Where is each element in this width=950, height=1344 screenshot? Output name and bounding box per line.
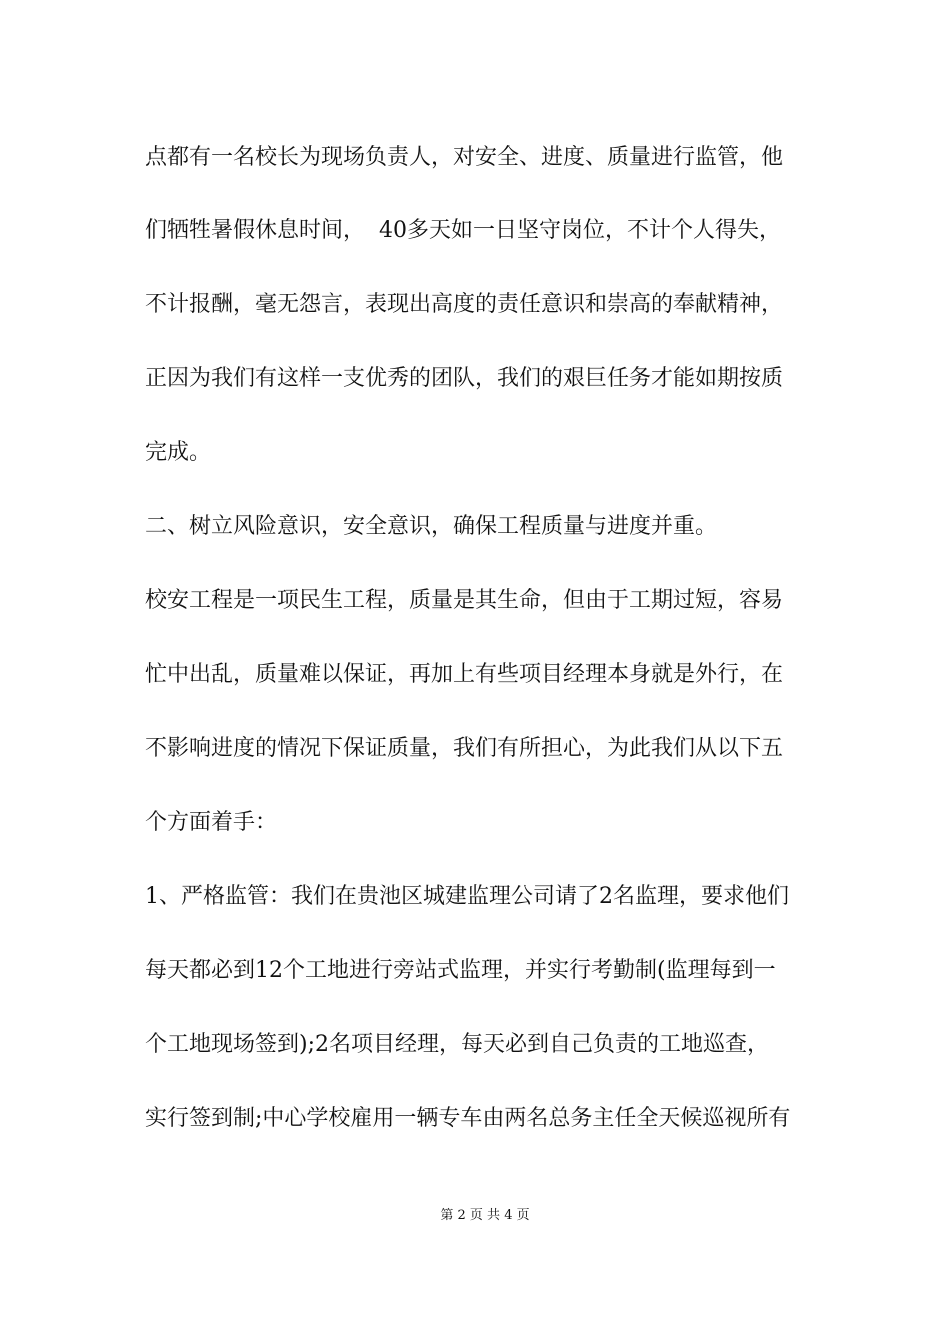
page-number-footer: 第 2 页 共 4 页 [440, 1208, 530, 1223]
body-text-line: 忙中出乱，质量难以保证，再加上有些项目经理本身就是外行，在 [145, 662, 784, 687]
body-text-line: 校安工程是一项民生工程，质量是其生命，但由于工期过短，容易 [145, 588, 784, 613]
body-text-line: 个方面着手： [145, 810, 278, 835]
section-heading: 二、树立风险意识，安全意识，确保工程质量与进度并重。 [145, 514, 718, 539]
body-text-line: 实行签到制;中心学校雇用一辆专车由两名总务主任全天候巡视所有 [145, 1106, 791, 1131]
body-text-line: 每天都必到12个工地进行旁站式监理，并实行考勤制(监理每到一 [145, 958, 776, 983]
body-text-line: 不影响进度的情况下保证质量，我们有所担心，为此我们从以下五 [145, 736, 784, 761]
body-text-line: 点都有一名校长为现场负责人，对安全、进度、质量进行监管，他 [145, 145, 784, 170]
body-text-line: 们牺牲暑假休息时间， 40多天如一日坚守岗位，不计个人得失， [145, 218, 781, 243]
body-text-line: 完成。 [145, 440, 212, 465]
body-text-line: 不计报酬，毫无怨言，表现出高度的责任意识和崇高的奉献精神， [145, 292, 784, 317]
body-text-line: 正因为我们有这样一支优秀的团队，我们的艰巨任务才能如期按质 [145, 366, 784, 391]
body-text-line: 个工地现场签到);2名项目经理，每天必到自己负责的工地巡查， [145, 1032, 769, 1057]
list-item-text: 1、严格监管：我们在贵池区城建监理公司请了2名监理，要求他们 [145, 884, 789, 909]
